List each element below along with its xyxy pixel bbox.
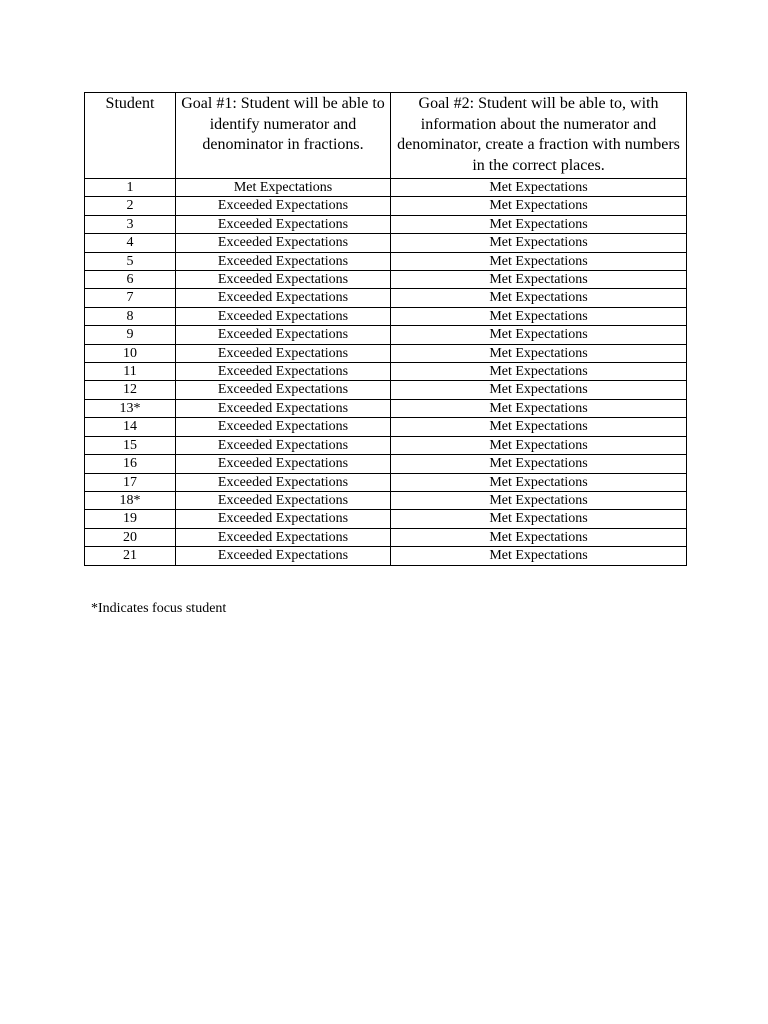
goal-2-result-cell: Met Expectations — [391, 197, 687, 215]
goal-1-result-cell: Exceeded Expectations — [176, 307, 391, 325]
goal-2-result-cell: Met Expectations — [391, 234, 687, 252]
goal-1-result-cell: Exceeded Expectations — [176, 528, 391, 546]
student-number-cell: 7 — [85, 289, 176, 307]
goal-1-result-cell: Met Expectations — [176, 179, 391, 197]
table-row — [85, 271, 687, 289]
header-goal-1: Goal #1: Student will be able to identify numerator and denominator in fractions. — [176, 93, 391, 179]
table-row — [85, 510, 687, 528]
goal-1-result-cell: Exceeded Expectations — [176, 326, 391, 344]
goal-1-result-cell: Exceeded Expectations — [176, 197, 391, 215]
goal-1-result-cell: Exceeded Expectations — [176, 455, 391, 473]
goal-2-result-cell: Met Expectations — [391, 252, 687, 270]
goal-2-result-cell: Met Expectations — [391, 307, 687, 325]
table-row — [85, 344, 687, 362]
header-student: Student — [85, 93, 176, 179]
table-row — [85, 547, 687, 565]
goal-1-result-cell: Exceeded Expectations — [176, 215, 391, 233]
goal-1-result-cell: Exceeded Expectations — [176, 363, 391, 381]
goal-1-result-cell: Exceeded Expectations — [176, 234, 391, 252]
goal-2-result-cell: Met Expectations — [391, 215, 687, 233]
table-row — [85, 436, 687, 454]
student-number-cell: 6 — [85, 271, 176, 289]
goal-1-result-cell: Exceeded Expectations — [176, 436, 391, 454]
student-number-cell: 5 — [85, 252, 176, 270]
student-number-cell: 13* — [85, 399, 176, 417]
header-goal-2: Goal #2: Student will be able to, with information about the numerator and denominator, create a fraction with numbers in the correct places. — [391, 93, 687, 179]
goal-2-result-cell: Met Expectations — [391, 179, 687, 197]
goal-2-result-cell: Met Expectations — [391, 473, 687, 491]
goal-2-result-cell: Met Expectations — [391, 344, 687, 362]
goal-2-result-cell: Met Expectations — [391, 381, 687, 399]
student-number-cell: 11 — [85, 363, 176, 381]
student-number-cell: 16 — [85, 455, 176, 473]
table-row — [85, 234, 687, 252]
table-row — [85, 491, 687, 509]
goal-1-result-cell: Exceeded Expectations — [176, 381, 391, 399]
goal-2-result-cell: Met Expectations — [391, 326, 687, 344]
goal-1-result-cell: Exceeded Expectations — [176, 473, 391, 491]
goal-2-result-cell: Met Expectations — [391, 436, 687, 454]
table-row — [85, 455, 687, 473]
table-row — [85, 381, 687, 399]
goal-1-result-cell: Exceeded Expectations — [176, 289, 391, 307]
student-number-cell: 8 — [85, 307, 176, 325]
goal-1-result-cell: Exceeded Expectations — [176, 252, 391, 270]
table-row — [85, 197, 687, 215]
student-number-cell: 12 — [85, 381, 176, 399]
student-number-cell: 3 — [85, 215, 176, 233]
table-row — [85, 215, 687, 233]
table-row — [85, 473, 687, 491]
student-number-cell: 10 — [85, 344, 176, 362]
goal-1-result-cell: Exceeded Expectations — [176, 491, 391, 509]
student-number-cell: 9 — [85, 326, 176, 344]
goal-1-result-cell: Exceeded Expectations — [176, 547, 391, 565]
goal-1-result-cell: Exceeded Expectations — [176, 271, 391, 289]
goal-2-result-cell: Met Expectations — [391, 271, 687, 289]
table-row — [85, 179, 687, 197]
goal-2-result-cell: Met Expectations — [391, 528, 687, 546]
table-row — [85, 326, 687, 344]
footnote: *Indicates focus student — [91, 601, 227, 616]
header-row — [85, 93, 687, 179]
table-row — [85, 289, 687, 307]
goal-1-result-cell: Exceeded Expectations — [176, 399, 391, 417]
goal-2-result-cell: Met Expectations — [391, 547, 687, 565]
goal-2-result-cell: Met Expectations — [391, 510, 687, 528]
student-number-cell: 19 — [85, 510, 176, 528]
table-row — [85, 399, 687, 417]
goal-1-result-cell: Exceeded Expectations — [176, 344, 391, 362]
table-row — [85, 307, 687, 325]
goal-2-result-cell: Met Expectations — [391, 399, 687, 417]
goal-2-result-cell: Met Expectations — [391, 455, 687, 473]
table-row — [85, 528, 687, 546]
student-number-cell: 15 — [85, 436, 176, 454]
goal-1-result-cell: Exceeded Expectations — [176, 510, 391, 528]
student-number-cell: 18* — [85, 491, 176, 509]
student-number-cell: 20 — [85, 528, 176, 546]
student-number-cell: 1 — [85, 179, 176, 197]
student-number-cell: 2 — [85, 197, 176, 215]
goal-2-result-cell: Met Expectations — [391, 289, 687, 307]
goal-2-result-cell: Met Expectations — [391, 363, 687, 381]
table-row — [85, 418, 687, 436]
table-row — [85, 252, 687, 270]
goal-2-result-cell: Met Expectations — [391, 418, 687, 436]
student-number-cell: 21 — [85, 547, 176, 565]
student-number-cell: 14 — [85, 418, 176, 436]
student-number-cell: 4 — [85, 234, 176, 252]
table-row — [85, 363, 687, 381]
student-number-cell: 17 — [85, 473, 176, 491]
results-table — [84, 92, 687, 566]
goal-2-result-cell: Met Expectations — [391, 491, 687, 509]
goal-1-result-cell: Exceeded Expectations — [176, 418, 391, 436]
